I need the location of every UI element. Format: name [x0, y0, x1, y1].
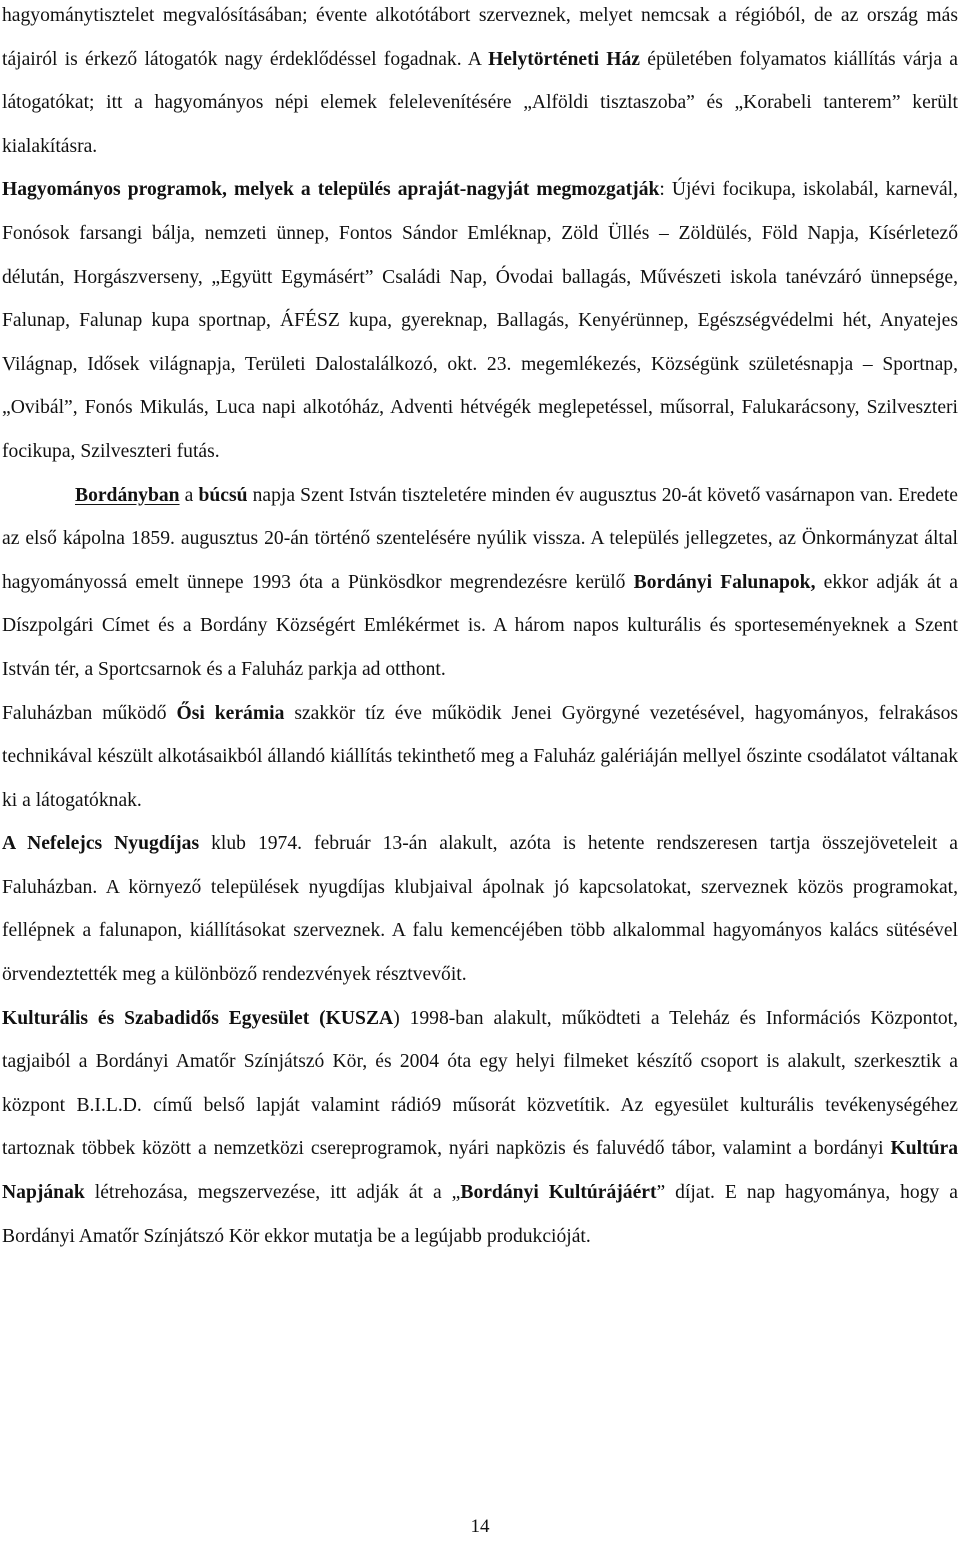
- page-number: 14: [470, 1516, 490, 1537]
- text-run: ) 1998-ban alakult, működteti a Teleház és Információs Központot, tagjaiból a Bordányi Amatőr Színjátszó Kör, és 2004 óta egy helyi filmeket készítő csoport is alakult, szerkesztik a központ B.I.L.D. című belső lapját valamint rádió9 műsorát közvetítik. Az egyesület kulturális tevékenységéhez tartoznak többek között a nemzetközi csereprogramok, nyári napközis és faluvédő tábor, valamint a bordányi: [2, 1007, 959, 1160]
- bold-run-osi-keramia: Ősi kerámia: [176, 702, 285, 724]
- bold-run-nefelejcs-nyugdijas: A Nefelejcs Nyugdíjas: [2, 833, 200, 855]
- paragraph-helytorteneti-haz: [2, 0, 958, 168]
- bold-run-hagyomanyos-programok: Hagyományos programok, melyek a település apraját-nagyját megmozgatják: [2, 179, 660, 201]
- underlined-run-bordanyban: Bordányban: [75, 484, 180, 506]
- paragraph-nefelejcs-nyugdijas: [2, 822, 958, 996]
- text-run: a: [179, 484, 199, 506]
- text-run: hagyománytisztelet megvalósításában; évente alkotótábort szerveznek, melyet nemcsak a régióból, de az ország más tájairól is érkező látogatók nagy érdeklődéssel fogadnak. A: [2, 5, 958, 70]
- text-run: szakkör tíz éve működik Jenei Györgyné vezetésével, hagyományos, felrakásos technikával készült alkotásaikból állandó kiállítás tekinthető meg a Faluház galériáján mellyel őszinte csodálatot váltanak ki a látogatóknak.: [2, 702, 959, 811]
- bold-run-bordanyi-kulturajaert: Bordányi Kultúrájáért: [460, 1182, 657, 1204]
- text-run: ” díjat. E nap hagyománya, hogy a Bordányi Amatőr Színjátszó Kör ekkor mutatja be a legújabb produkcióját.: [2, 1182, 958, 1247]
- page-body: [2, 0, 958, 1258]
- text-run: : Újévi focikupa, iskolabál, karnevál, Fonósok farsangi bálja, nemzeti ünnep, Fontos Sándor Emléknap, Zöld Üllés – Zöldülés, Föld Napja, Kísérletező délután, Horgászverseny, „Együtt Egymásért” Családi Nap, Óvodai ballagás, Művészeti iskola tanévzáró ünnepsége, Falunap, Falunap kupa sportnap, ÁFÉSZ kupa, gyereknap, Ballagás, Kenyérünnep, Egészségvédelmi hét, Anyatejes Világnap, Idősek világnapja, Területi Dalostalálkozó, okt. 23. megemlékezés, Községünk születésnapja – Sportnap, „Ovibál”, Fonós Mikulás, Luca napi alkotóház, Adventi hétvégék meglepetéssel, műsorral, Falukarácsony, Szilveszteri focikupa, Szilveszteri futás.: [2, 179, 958, 462]
- paragraph-kusza: [2, 997, 958, 1259]
- bold-run-kusza: Kulturális és Szabadidős Egyesület (KUSZA: [2, 1007, 394, 1029]
- text-run: létrehozása, megszervezése, itt adják át a „: [84, 1182, 461, 1204]
- bold-run-bucsu: búcsú: [198, 484, 248, 506]
- text-run: klub 1974. február 13-án alakult, azóta is hetente rendszeresen tartja összejöveteleit a Faluházban. A környező települések nyugdíjas klubjaival ápolnak jó kapcsolatokat, szerveznek közös programokat, fellépnek a falunapon, kiállításokat szerveznek. A falu kemencéjében több alkalommal hagyományos kalács sütésével örvendeztették meg a különböző rendezvények résztvevőit.: [2, 833, 958, 986]
- bold-run-bordanyi-falunapok: Bordányi Falunapok,: [633, 571, 816, 593]
- text-run: épületében folyamatos kiállítás várja a látogatókat; itt a hagyományos népi elemek felelevenítésére „Alföldi tisztaszoba” és „Korabeli tanterem” került kialakításra.: [2, 48, 958, 157]
- paragraph-osi-keramia: [2, 692, 958, 823]
- text-run: napja Szent István tiszteletére minden év augusztus 20-át követő vasárnapon van. Eredete az első kápolna 1859. augusztus 20-án történő szentelésére nyúlik vissza. A település jellegzetes, az Önkormányzat által hagyományossá emelt ünnepe 1993 óta a Pünkösdkor megrendezésre kerülő: [2, 484, 958, 593]
- paragraph-bucsu: [2, 474, 958, 692]
- paragraph-hagyomanyos-programok: [2, 168, 958, 473]
- bold-run-kultura-napjanak: Kultúra Napjának: [2, 1138, 958, 1204]
- text-run: ekkor adják át a Díszpolgári Címet és a Bordány Községért Emlékérmet is. A három napos kulturális és sporteseményeknek a Szent István tér, a Sportcsarnok és a Faluház parkja ad otthont.: [2, 571, 958, 680]
- bold-run-helytorteneti-haz: Helytörténeti Ház: [488, 48, 641, 70]
- text-run: Faluházban működő: [2, 702, 177, 724]
